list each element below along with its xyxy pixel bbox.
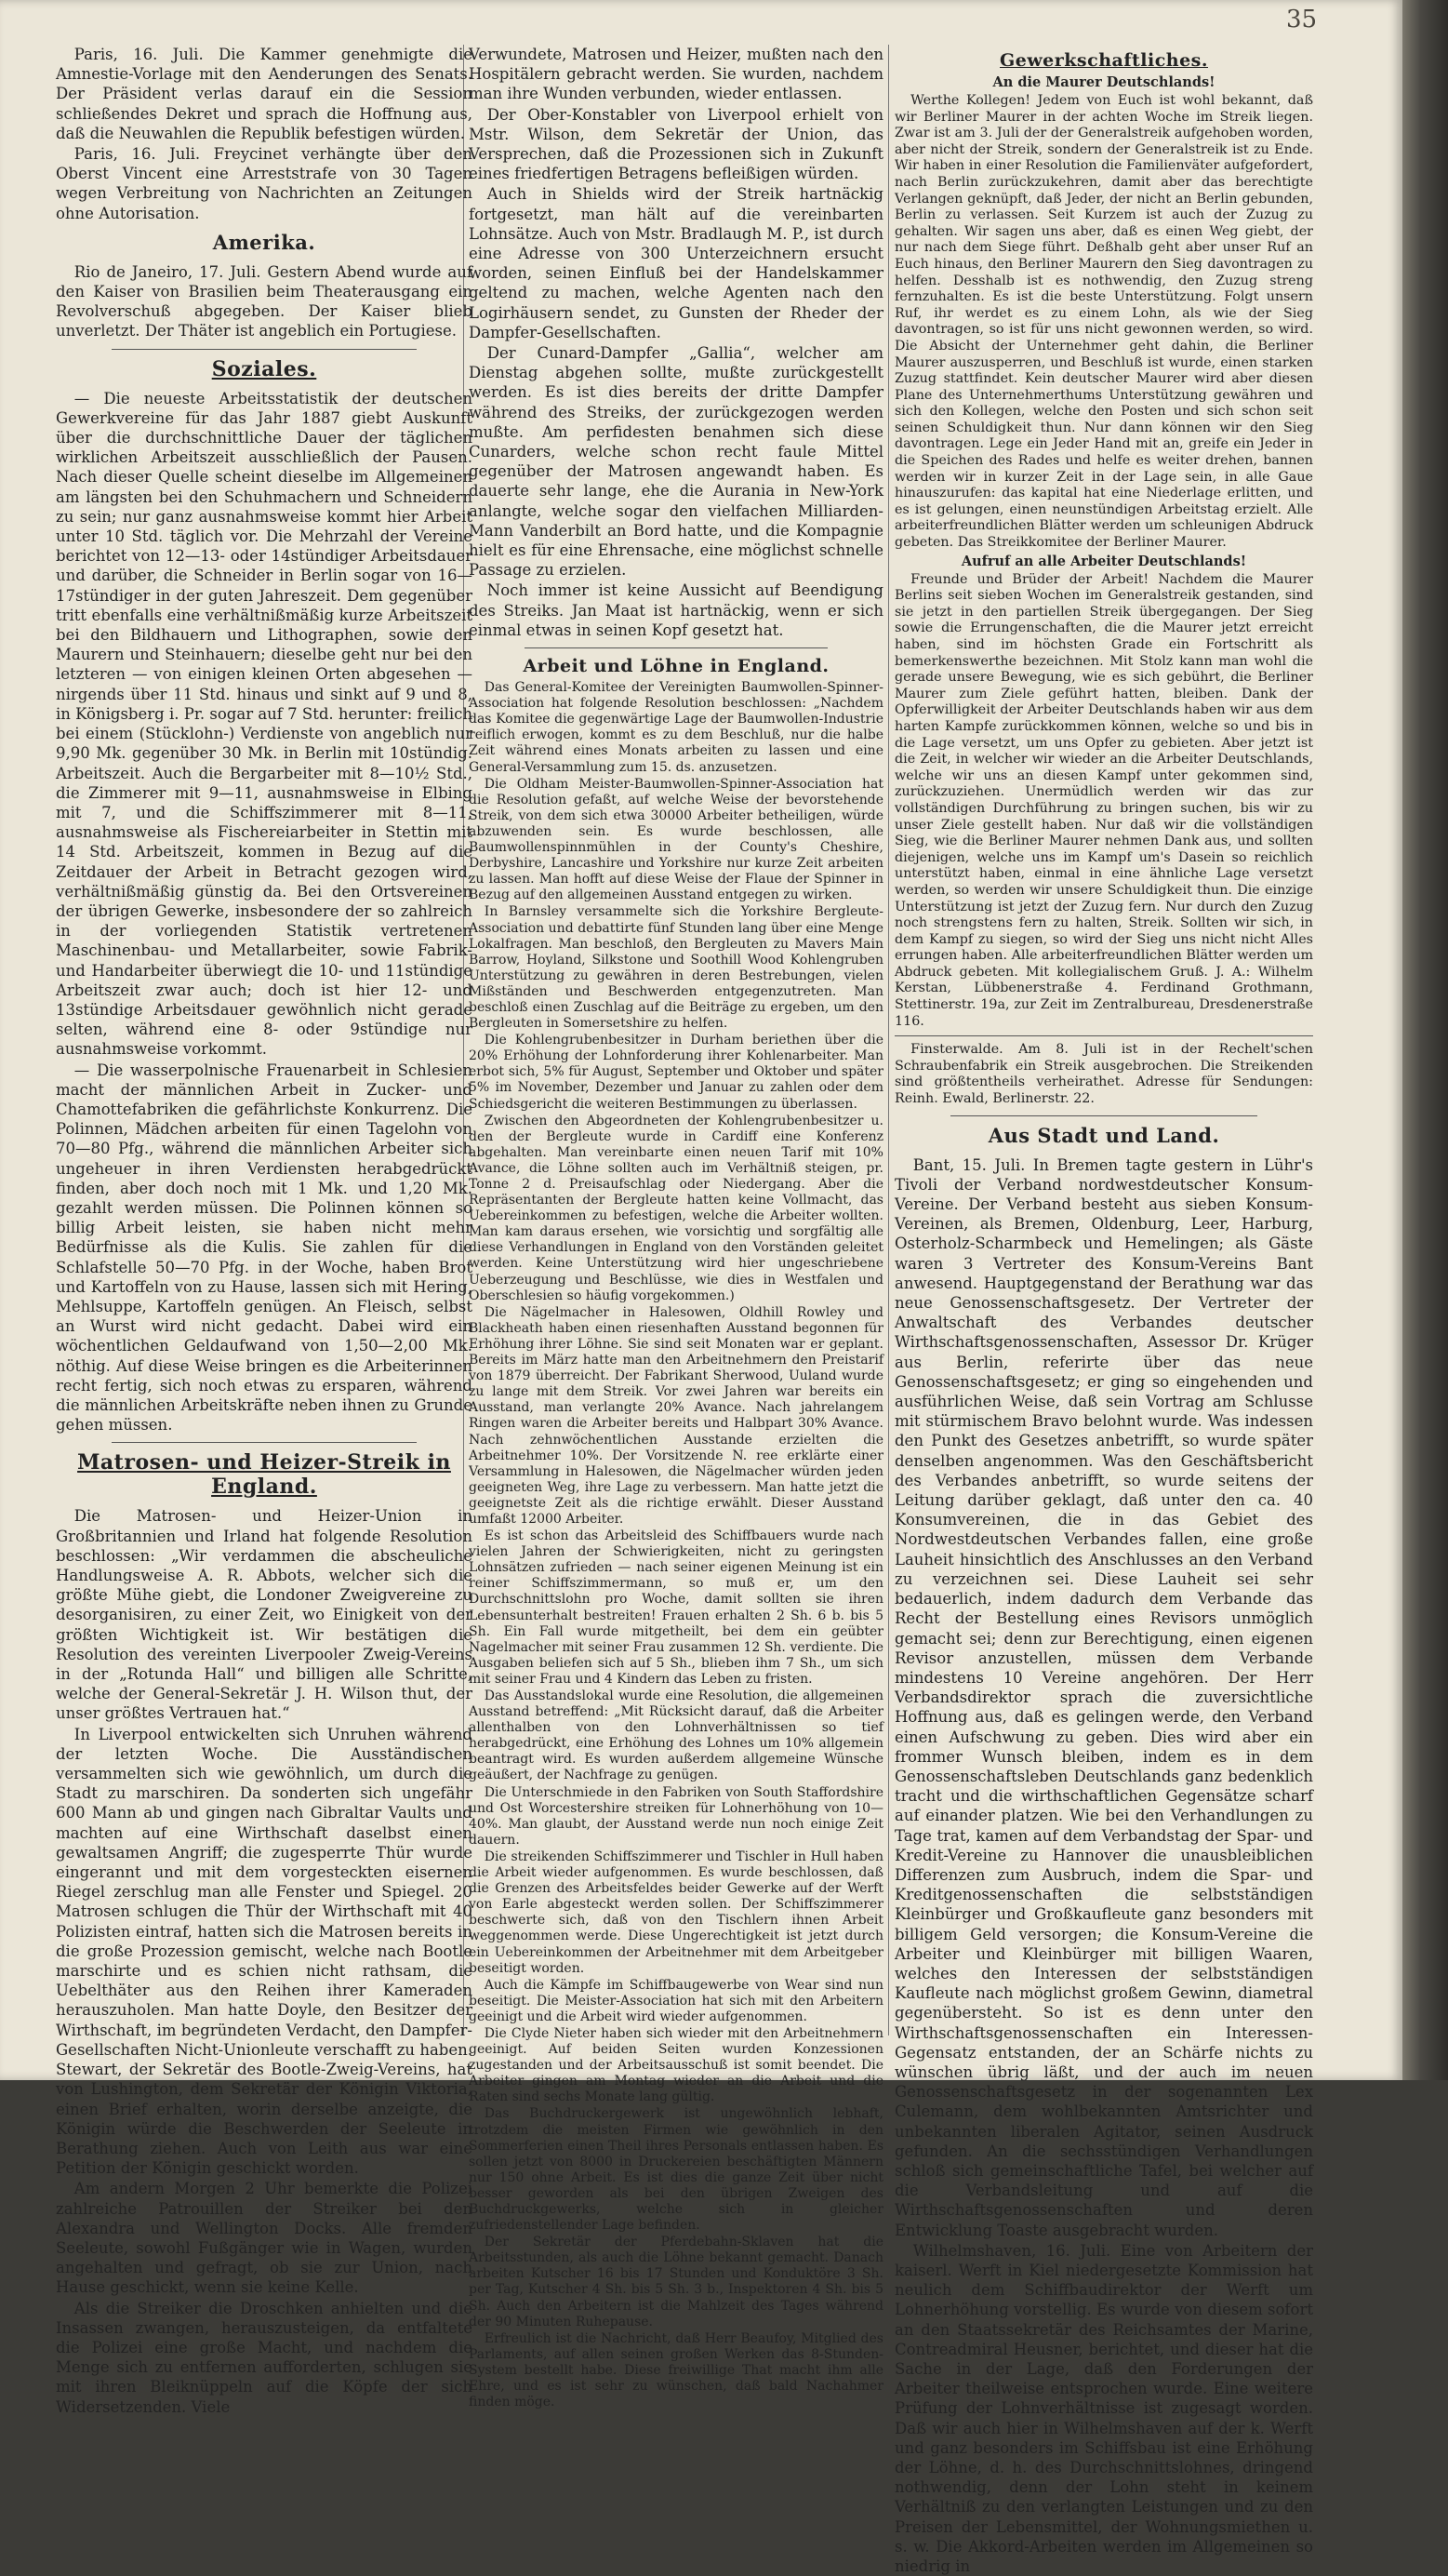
article-resolution-ausstand: Das Ausstandslokal wurde eine Resolution, die allgemeinen Ausstand betreffend: „Mit Rücksicht darauf, daß die Arbeiter allenthalben von den Lohnverhältnissen so tief herabgedrückt, eine Erhöhung des Lohnes um 10% allgemein beantragt wird. Es wurden außerdem allgemeine Wünsche geäußert, der Nachfrage zu genügen. xyxy=(469,1688,883,1783)
article-frauenarbeit: — Die wasserpolnische Frauenarbeit in Schlesien macht der männlichen Arbeit in Zucker- und Chamottefabriken die gefährlichste Konkurrenz. Die Polinnen, Mädchen arbeiten für einen Tagelohn von 70—80 Pfg., während die männlichen Arbeiter sich ungeheuer in ihren Verdiensten herabgedrückt finden, aber doch noch mit 1 Mk. und 1,20 Mk. gezahlt werden müssen. Die Polinnen können so billig Arbeit leisten, sie haben nicht mehr Bedürfnisse als die Kulis. Sie zahlen für die Schlafstelle 50—70 Pfg. in der Woche, haben Brot und Kartoffeln von zu Hause, lassen sich mit Hering, Mehlsuppe, Kartoffeln genügen. An Fleisch, selbst an Wurst wird nicht gedacht. Dabei wird ein wöchentlichen Geldaufwand von 1,50—2,00 Mk. nöthig. Auf diese Weise bringen es die Arbeiterinnen recht fertig, sich noch etwas zu ersparen, während die männlichen Arbeitskräfte neben ihnen zu Grunde gehen müssen. xyxy=(56,1061,472,1435)
section-heading-stadt-land: Aus Stadt und Land. xyxy=(988,1123,1220,1147)
article-paris-vincent: Paris, 16. Juli. Freycinet verhängte über den Oberst Vincent eine Arreststrafe von 30 Tagen wegen Verbreitung von Nachrichten an Zeitungen ohne Autorisation. xyxy=(56,145,472,222)
article-ober-konstabler: Der Ober-Konstabler von Liverpool erhielt von Mstr. Wilson, dem Sekretär der Union, das Versprechen, daß die Prozessionen sich in Zukunft eines friedfertigen Betragens befleißigen würden. xyxy=(469,105,883,183)
section-heading-soziales: Soziales. xyxy=(211,356,317,381)
column-middle xyxy=(469,45,883,2410)
article-beaufoy: Erfreulich ist die Nachricht, daß Herr Beaufoy, Mitglied des Parlaments, auf allen seinen großen Werken das 8-Stunden-System bestellt habe. Diese freiwillige That macht ihm alle Ehre, und es ist sehr zu wünschen, daß bald Nachahmer finden möge. xyxy=(469,2330,883,2410)
divider xyxy=(525,647,828,648)
article-maurer-aufruf: Werthe Kollegen! Jedem von Euch ist wohl bekannt, daß wir Berliner Maurer in der achten Woche im Streik liegen. Zwar ist am 3. Juli der der Generalstreik aufgehoben worden, aber nicht der Streik, sondern der Generalstreik ist zu Ende. Wir haben in einer Resolution die Familienväter aufgefordert, nach Berlin zurückzukehren, damit aber das berechtigte Verlangen geknüpft, daß Jeder, der nicht an Berlin gebunden, Berlin zu verlassen. Seit Kurzem ist auch der Zuzug zu gehalten. Wir sagen uns aber, daß es einen Weg giebt, der nur nach dem Siege führt. Deßhalb geht aber unser Ruf an Euch hinaus, den Berliner Maurern den Sieg davontragen zu helfen. Desshalb ist es nothwendig, den Zuzug streng fernzuhalten. Es ist die beste Unterstützung. Folgt unsern Ruf, ihr werdet es zu einem Lohn, als wie der Sieg davontragen, so ist für uns nicht gewonnen werden, so wird. Die Absicht der Unternehmer geht dahin, die Berliner Maurer auszusperren, und Beschluß ist wurde, einen starken Zuzug stattfindet. Kein deutscher Maurer wird aber diesen Plane des Unternehmerthums Unterstützung gewähren und sich den Kollegen, welche den Posten und sich schon seit seinen Schuldigkeit thun. Nur dann können wir den Sieg davontragen. Lege ein Jeder Hand mit an, greife ein Jeder in die Speichen des Rades und helfe es weiter drehen, bannen werden wir in kurzer Zeit in der Lage sein, in alle Gaue hinauszurufen: das kapital hat eine Niederlage erlitten, und es ist gelungen, einen neunstündigen Arbeitstag erzielt. Alle arbeiterfreundlichen Blätter werden um schleunigen Abdruck gebeten. Das Streikkomitee der Berliner Maurer. xyxy=(895,93,1313,551)
article-durham: Die Kohlengrubenbesitzer in Durham beriethen über die 20% Erhöhung der Lohnforderung ihrer Kohlenarbeiter. Man erbot sich, 5% für August, September und Oktober und später 5% im November, Dezember und Januar zu zahlen oder dem Schiedsgericht die weiteren Bestimmungen zu überlassen. xyxy=(469,1033,883,1112)
article-buchdrucker: Das Buchdruckergewerk ist ungewöhnlich lebhaft, trotzdem die meisten Firmen wie gewöhnlich in den Sommerferien einen Theil ihres Personals entlassen haben. Es sollen jetzt von 8000 in Druckereien beschäftigten Männern nur 150 ohne Arbeit. Es ist dies die ganze Zeit über nicht besser geworden als bei den übrigen Zweigen des Buchdruckgewerks, welche sich in gleicher zufriedenstellender Lage befinden. xyxy=(469,2106,883,2234)
article-cunard-gallia: Der Cunard-Dampfer „Gallia“, welcher am Dienstag abgehen sollte, mußte zurückgestellt werden. Es ist dies bereits der dritte Dampfer während des Streiks, der zurückgezogen werden mußte. Am perfidesten benahmen sich diese Cunarders, welche schon recht faule Mittel gegenüber der Matrosen angewandt haben. Es dauerte sehr lange, ehe die Aurania in New-York anlangte, welche sogar den vielfachen Milliarden-Mann Vanderbilt an Bord hatte, und die Kompagnie hielt es für eine Ehrensache, eine möglichst schnelle Passage zu erzielen. xyxy=(469,344,883,580)
section-heading-matrosen-streik: Matrosen- und Heizer-Streik in England. xyxy=(77,1450,451,1500)
article-baumwollen-spinner: Das General-Komitee der Vereinigten Baumwollen-Spinner-Association hat folgende Resolution beschlossen: „Nachdem das Komitee die gegenwärtige Lage der Baumwollen-Industrie reiflich erwogen, kommt es zu dem Beschluß, nur die halbe Zeit während eines Monats arbeiten zu lassen und eine General-Versammlung zum 15. ds. anzusetzen. xyxy=(469,680,883,775)
article-verwundete: Verwundete, Matrosen und Heizer, mußten nach den Hospitälern gebracht werden. Sie wurden, nachdem man ihre Wunden verbunden, wieder entlassen. xyxy=(469,46,883,103)
article-shields: Auch in Shields wird der Streik hartnäckig fortgesetzt, man hält auf die vereinbarten Lohnsätze. Auch von Mstr. Bradlaugh M. P., ist durch eine Adresse von 300 Unterzeichnern ersucht worden, seinen Einfluß bei der Handelskammer geltend zu machen, welche Agenten nach den Logirhäusern sendet, zu Gunsten der Rheder der Dampfer-Gesellschaften. xyxy=(469,185,883,341)
article-pferdebahn: Der Sekretär der Pferdebahn-Sklaven hat die Arbeitsstunden, als auch die Löhne bekannt gemacht. Danach arbeiten Kutscher 16 bis 17 Stunden und Konduktöre 3 Sh. per Tag, Kutscher 4 Sh. bis 5 Sh. 3 b., Inspektoren 4 Sh. bis 5 Sh. Auch den Arbeitern ist die Mahlzeit des Tages während der 90 Minuten Ruhepause. xyxy=(469,2235,883,2329)
article-naegelmacher-lohn: Es ist schon das Arbeitsleid des Schiffbauers wurde nach vielen Jahren der Schwierigkeiten, nicht zu geringsten Lohnsätzen zufrieden — nach seiner eigenen Meinung ist ein reiner Schiffszimmermann, so muß er, um den Durchschnittslohn pro Woche, damit sollten sie ihren Lebensunterhalt bestreiten! Frauen erhalten 2 Sh. 6 b. bis 5 Sh. Ein Fall wurde mitgetheilt, bei dem ein geübter Nagelmacher mit seiner Frau zusammen 12 Sh. verdiente. Die Ausgaben beliefen sich auf 5 Sh., blieben ihm 7 Sh., um sich mit seiner Frau und 4 Kindern das Leben zu fristen. xyxy=(469,1528,883,1687)
divider xyxy=(112,1442,417,1443)
article-paris-amnesty: Paris, 16. Juli. Die Kammer genehmigte die Amnestie-Vorlage mit den Aenderungen des Senats. Der Präsident verlas darauf ein die Session schließendes Dekret und sprach die Hoffnung aus, daß die Neuwahlen die Republik befestigen würden. xyxy=(56,46,472,142)
article-jan-maat: Noch immer ist keine Aussicht auf Beendigung des Streiks. Jan Maat ist hartnäckig, wenn er sich einmal etwas in seinen Kopf gesetzt hat. xyxy=(469,581,883,639)
divider xyxy=(950,1115,1257,1116)
divider xyxy=(112,349,417,350)
article-barnsley: In Barnsley versammelte sich die Yorkshire Bergleute-Association und debattirte fünf Stunden lang über eine Menge Lokalfragen. Man beschloß, den Bergleuten zu Mavers Main Barrow, Hoyland, Silkstone und Soothill Wood Kohlengruben Unterstützung zu gewähren in deren Bestrebungen, vielen Mißständen und Beschwerden entgegenzutreten. Man beschloß einen Zuschlag auf die Beiträge zu ergeben, um den Bergleuten in Somersetshire zu helfen. xyxy=(469,904,883,1032)
subheading-maurer: An die Maurer Deutschlands! xyxy=(992,74,1216,90)
divider xyxy=(895,1035,1313,1036)
column-divider-2 xyxy=(888,45,889,2035)
article-rio: Rio de Janeiro, 17. Juli. Gestern Abend wurde auf den Kaiser von Brasilien beim Theaterausgang ein Revolverschuß abgegeben. Der Kaiser blieb unverletzt. Der Thäter ist angeblich ein Portugiese. xyxy=(56,262,472,340)
article-finsterwalde: Finsterwalde. Am 8. Juli ist in der Rechelt'schen Schraubenfabrik ein Streik ausgebrochen. Die Streikenden sind größtentheils verheirathet. Adresse für Sendungen: Reinh. Ewald, Berlinerstr. 22. xyxy=(895,1042,1313,1107)
article-clyde: Die Clyde Nieter haben sich wieder mit den Arbeitnehmern geeinigt. Auf beiden Seiten wurden Konzessionen zugestanden und der Arbeitsausschuß ist somit beendet. Die Arbeiter gingen am Montag wieder an die Arbeit und die Raten sind sechs Monate lang gültig. xyxy=(469,2025,883,2105)
page-edge-shadow xyxy=(1402,0,1448,2080)
article-arbeitsstatistik: — Die neueste Arbeitsstatistik der deutschen Gewerkvereine für das Jahr 1887 giebt Auskunft über die durchschnittliche Dauer der täglichen wirklichen Arbeitszeit ausschließlich der Pausen. Nach dieser Quelle scheint dieselbe im Allgemeinen am längsten bei den Schuhmachern und Schneidern zu sein; nur ganz ausnahmsweise kommt hier Arbeit unter 10 Std. täglich vor. Die Mehrzahl der Vereine berichtet von 12—13- oder 14stündiger Arbeitsdauer und darüber, die Schneider in Berlin sogar von 16—17stündiger in der guten Jahreszeit. Dem gegenüber tritt ebenfalls eine verhältnißmäßig kurze Arbeitszeit bei den Bildhauern und Lithographen, sowie den Maurern und Steinhauern; dieselbe geht nur bei den letzteren — von einigen kleinen Orten abgesehen — nirgends über 11 Std. hinaus und sinkt auf 9 und 8, in Königsberg i. Pr. sogar auf 7 Std. herunter: freilich bei einem (Stücklohn-) Verdienste von angeblich nur 9,90 Mk. gegenüber 30 Mk. in Berlin mit 10stündig. Arbeitszeit. Auch die Bergarbeiter mit 8—10½ Std., die Zimmerer mit 9—11, ausnahmsweise in Elbing mit 7, und die Schiffszimmerer mit 8—11, ausnahmsweise als Fischereiarbeiter in Stettin mit 14 Std. Arbeitszeit, kommen in Bezug auf die Zeitdauer der Arbeit in Betracht gezogen wird, verhältnißmäßig günstig da. Bei den Ortsvereinen der übrigen Gewerke, insbesondere der so zahlreich in der vorliegenden Statistik vertretenen Maschinenbau- und Metallarbeiter, sowie Fabrik- und Handarbeiter überwiegt die 10- und 11stündige Arbeitszeit zwar auch; doch ist hier 12- und 13stündige Arbeitsdauer gewöhnlich nicht gerade selten, während eine 8- oder 9stündige nur ausnahmsweise vorkommt. xyxy=(56,389,472,1059)
article-wear: Auch die Kämpfe im Schiffbaugewerbe von Wear sind nun beseitigt. Die Meister-Association hat sich mit den Arbeitern geeinigt und die Arbeit wird wieder aufgenommen. xyxy=(469,1977,883,2024)
article-droschken: Als die Streiker die Droschken anhielten und die Insassen zwangen, herauszusteigen, da entfaltete die Polizei eine große Macht, und nachdem die Menge sich zu entfernen aufforderten, schlugen sie mit ihren Bleiknüppeln auf die Köpfe der sich Widersetzenden. Viele xyxy=(56,2299,472,2416)
section-heading-gewerkschaftliches: Gewerkschaftliches. xyxy=(1000,50,1208,71)
section-heading-amerika: Amerika. xyxy=(212,230,316,254)
article-bant: Bant, 15. Juli. In Bremen tagte gestern in Lühr's Tivoli der Verband nordwestdeutscher Konsum-Vereine. Der Verband besteht aus sieben Konsum-Vereinen, als Bremen, Oldenburg, Leer, Harburg, Osterholz-Scharmbeck und Hemelingen; als Gäste waren 3 Vertreter des Konsum-Vereins Bant anwesend. Hauptgegenstand der Berathung war das neue Genossenschaftsgesetz. Der Vertreter der Anwaltschaft des Verbandes deutscher Wirthschaftsgenossenschaften, Assessor Dr. Krüger aus Berlin, referirte über das neue Genossenschaftsgesetz; er ging so eingehenden und ausführlichen Weise, daß sein Vortrag am Schlusse mit stürmischem Bravo belohnt wurde. Was indessen den Punkt des Gesetzes anbetrifft, so wurde später denselben angenommen. Was den Geschäftsbericht des Verbandes anbetrifft, so wurde seitens der Leitung darüber geklagt, daß unter den ca. 40 Konsumvereinen, die in das Gebiet des Nordwestdeutschen Verbandes fallen, eine große Lauheit hinsichtlich des Anschlusses an den Verband zu verzeichnen sei. Diese Lauheit sei sehr bedauerlich, indem dadurch dem Verbande das Recht der Bestellung eines Revisors unmöglich gemacht sei; denn zur Berechtigung, einen eigenen Revisor anzustellen, müssen dem Verbande mindestens 10 Vereine angehören. Der Herr Verbandsdirektor sprach die zuversichtliche Hoffnung aus, daß es gelingen werde, den Verband einen Aufschwung zu geben. Dies wird aber ein frommer Wunsch bleiben, indem es in dem Genossenschaftsleben Deutschlands ganz bedenklich tracht und die wirthschaftlichen Gegensätze scharf auf einander platzen. Wie bei den Verhandlungen zu Tage trat, kamen auf dem Verbandstag der Spar- und Kredit-Vereine zu Hannover die unausbleiblichen Differenzen zum Ausbruch, indem die Spar- und Kreditgenossenschaften die selbstständigen Kleinbürger und Großkaufleute ganz besonders mit billigem Geld versorgen; die Konsum-Vereine die Arbeiter und Kleinbürger mit billigen Waaren, welches den Interessen der selbstständigen Kaufleute nach möglichst großem Gewinn, diametral gegenübersteht. So ist es denn unter den Wirthschaftsgenossenschaften ein Interessen-Gegensatz entstanden, der an Schärfe nichts zu wünschen übrig läßt, und der auch im neuen Genossenschaftsgesetz in der sogenannten Lex Culemann, dem wohlbekannten Amtsrichter und unbekannten liberalen Agitator, seinen Ausdruck gefunden. An die sechsstündigen Verhandlungen schloß sich gemeinschaftliche Tafel, bei welcher auf die Verbandsleitung und auf die Wirthschaftsgenossenschaften und deren Entwicklung Toaste ausgebracht wurden. xyxy=(895,1155,1313,2239)
article-oldham: Die Oldham Meister-Baumwollen-Spinner-Association hat die Resolution gefaßt, auf welche Weise der bevorstehende Streik, von dem sich etwa 30000 Arbeiter betheiligen, würde abzuwenden sein. Es wurde beschlossen, alle Baumwollenspinnmühlen in der County's Cheshire, Derbyshire, Lancashire und Yorkshire nur kurze Zeit arbeiten zu lassen. Man hofft auf diese Weise der Flaue der Spinner in Bezug auf den allgemeinen Ausstand entgegen zu wirken. xyxy=(469,776,883,903)
subheading-aufruf-arbeiter: Aufruf an alle Arbeiter Deutschlands! xyxy=(961,553,1247,569)
column-left xyxy=(56,45,472,2416)
article-unterschmiede: Die Unterschmiede in den Fabriken von South Staffordshire und Ost Worcestershire streiken für Lohnerhöhung von 10—40%. Man glaubt, der Ausstand werde nun noch einige Zeit dauern. xyxy=(469,1784,883,1848)
page-number: 35 xyxy=(1286,6,1318,33)
article-naegelmacher: Die Nägelmacher in Halesowen, Oldhill Rowley und Blackheath haben einen riesenhaften Ausstand begonnen für Erhöhung ihrer Löhne. Sie sind seit Monaten war er geplant. Bereits im März hatte man den Arbeitnehmern den Preistarif von 1879 überreicht. Der Fabrikant Sherwood, Uuland wurde zu lange mit dem Streik. Vor zwei Jahren war bereits ein Ausstand, man verlangte 20% Avance. Nach jahrelangem Ringen waren die Arbeiter bereits und Halbpart 30% Avance. Nach zehnwöchentlichen Ausstande erzielten die Arbeitnehmer 10%. Der Vorsitzende N. ree erklärte einer Versammlung in Halesowen, die Nägelmacher würden jeden geeigneten Weg, ihre Lage zu verbessern. Man hatte jetzt die geeignetste Zeit als die richtige erwählt. Dieser Ausstand umfaßt 12000 Arbeiter. xyxy=(469,1304,883,1527)
section-heading-arbeit-loehne: Arbeit und Löhne in England. xyxy=(523,656,830,677)
column-right xyxy=(895,45,1313,2576)
article-wilhelmshaven: Wilhelmshaven, 16. Juli. Eine von Arbeitern der kaiserl. Werft in Kiel niedergesetzte Kommission hat neulich dem Schiffbaudirektor der Werft um Lohnerhöhung vorstellig. Es wurde von diesem sofort an den Staatssekretär des Reichsamtes der Marine, Contreadmiral Heusner, berichtet, und dieser hat die Sache in der Lage, daß den Forderungen der Arbeiter theilweise entsprochen wurde. Eine weitere Prüfung der Lohnverhältnisse ist zugesagt worden. Daß wir auch hier in Wilhelmshaven auf der k. Werft und ganz besonders im Schiffsbau ist eine Erhöhung der Löhne, d. h. des Durchschnittslohnes, dringend nothwendig, denn der Lohn steht in keinem Verhältniß zu den verlangten Leistungen und zu den Preisen der Lebensmittel, der Wohnungsmiethen u. s. w. Die Akkord-Arbeiten werden im Allgemeinen so niedrig in xyxy=(895,2241,1313,2576)
article-hull: Die streikenden Schiffszimmerer und Tischler in Hull haben die Arbeit wieder aufgenommen. Es wurde beschlossen, daß die Grenzen des Arbeitsfeldes beider Gewerke auf der Werft von Earle abgesteckt werden sollen. Der Schiffszimmerer beschwerte sich, daß von den Tischlern ihnen Arbeit weggenommen werde. Diese Ungerechtigkeit ist jetzt durch ein Uebereinkommen der Arbeitnehmer mit dem Arbeitgeber beseitigt worden. xyxy=(469,1849,883,1976)
article-docks-patrouillen: Am andern Morgen 2 Uhr bemerkte die Polizei zahlreiche Patrouillen der Streiker bei den Alexandra und Wellington Docks. Alle fremden Seeleute, sowohl Fußgänger wie in Wagen, wurden angehalten und gefragt, ob sie zur Union, nach Hause geschickt, wenn sie keine Kelle. xyxy=(56,2180,472,2297)
article-cardiff: Zwischen den Abgeordneten der Kohlengrubenbesitzer u. den der Bergleute wurde in Cardiff eine Konferenz abgehalten. Man vereinbarte einen neuen Tarif mit 10% Avance, die Löhne sollten auch im Verhältniß steigen, pr. Tonne 2 d. Preisaufschlag oder Niedergang. Aber die Repräsentanten der Bergleute hatten keine Vollmacht, das Uebereinkommen zu befestigen, welche die Arbeiter wollten. Man kam daraus ersehen, wie vorsichtig und sorgfältig alle diese Verhandlungen in England von den Vorständen geleitet werden. Keine Unterstützung wird hier ungeschriebene Ueberzeugung und Beschlüsse, wie dies in Westfalen und Oberschlesien so häufig vorgekommen.) xyxy=(469,1113,883,1303)
article-aufruf-arbeiter: Freunde und Brüder der Arbeit! Nachdem die Maurer Berlins seit sieben Wochen im Generalstreik gestanden, sind sie jetzt in den partiellen Streik übergegangen. Der Sieg sowie die Errungenschaften, die die Maurer jetzt erreicht haben, sind im höchsten Grade ein Fortschritt als bemerkenswerthe bezeichnen. Mit Stolz kann man wohl die gerade unsere Bewegung, wie es sich gebührt, die Berliner Maurer zum Ziele geführt hatten, bleiben. Dank der Opferwilligkeit der Arbeiter Deutschlands haben wir aus dem harten Kampfe zurückkommen können, welche so und bis in die Lage versetzt, um uns Opfer zu gebieten. Aber jetzt ist die Zeit, in welcher wir wieder an die Arbeiter Deutschlands, welche wir uns an diesen Kampf unter gekommen sind, zurückzuziehen. Unermüdlich werden wir das zur vollständigen Durchführung zu bringen suchen, bis wir zu unser Ziele gestellt haben. Nur daß wir die vollständigen Sieg, wie die Berliner Maurer nehmen Dank aus, und sollten diejenigen, welche uns im Kampf um's Dasein so reichlich unterstützt haben, einmal in eine ähnliche Lage versetzt werden, so werden wir unsere Schuldigkeit thun. Die einzige Unterstützung ist jetzt der Zuzug fern. Nur durch den Zuzug noch strengstens fern zu halten, Streik. Sollten wir sich, in dem Kampf zu siegen, so wird der Sieg uns nicht nicht Alles errungen haben. Alle arbeiterfreundlichen Blätter werden um Abdruck gebeten. Mit kollegialischem Gruß. J. A.: Wilhelm Kerstan, Lübbenerstraße 4. Ferdinand Grothmann, Stettinerstr. 19a, zur Zeit im Zentralbureau, Dresdenerstraße 116. xyxy=(895,571,1313,1029)
article-matrosen-resolution: Die Matrosen- und Heizer-Union in Großbritannien und Irland hat folgende Resolution beschlossen: „Wir verdammen die abscheuliche Handlungsweise A. R. Abbots, welcher sich die größte Mühe giebt, die Londoner Zweigvereine zu desorganisiren, zu einer Zeit, wo Einigkeit von der größten Wichtigkeit ist. Wir bestätigen die Resolution des vereinten Liverpooler Zweig-Vereins in der „Rotunda Hall“ und billigen alle Schritte, welche der General-Sekretär J. H. Wilson thut, der unser größtes Vertrauen hat.“ xyxy=(56,1507,472,1723)
article-liverpool-unruhen: In Liverpool entwickelten sich Unruhen während der letzten Woche. Die Ausständischen versammelten sich wie gewöhnlich, um durch die Stadt zu marschiren. Da sonderten sich ungefähr 600 Mann ab und gingen nach Gibraltar Vaults und machten auf eine Wirthschaft daselbst einen gewaltsamen Angriff; die zugesperrte Thür wurde eingerannt und mit dem vorgesteckten eisernen Riegel zerschlug man alle Fenster und Spiegel. 20 Matrosen schlugen die Thür der Wirthschaft mit 40 Polizisten eintraf, hatten sich die Matrosen bereits in die große Prozession gemischt, welche nach Bootle marschirte und es schien nicht rathsam, die Uebelthäter aus den Reihen ihrer Kameraden herauszuholen. Man hatte Doyle, den Besitzer der Wirthschaft, im begründeten Verdacht, den Dampfer-Gesellschaften Nicht-Unionleute verschafft zu haben. Stewart, der Sekretär des Bootle-Zweig-Vereins, hat von Lushington, dem Sekretär der Königin Viktoria, einen Brief erhalten, worin derselbe anzeigte, die Königin würde die Beschwerden der Seeleute in Berathung ziehen. Auch von Leith aus war eine Petition der Königin geschickt worden. xyxy=(56,1725,472,2178)
